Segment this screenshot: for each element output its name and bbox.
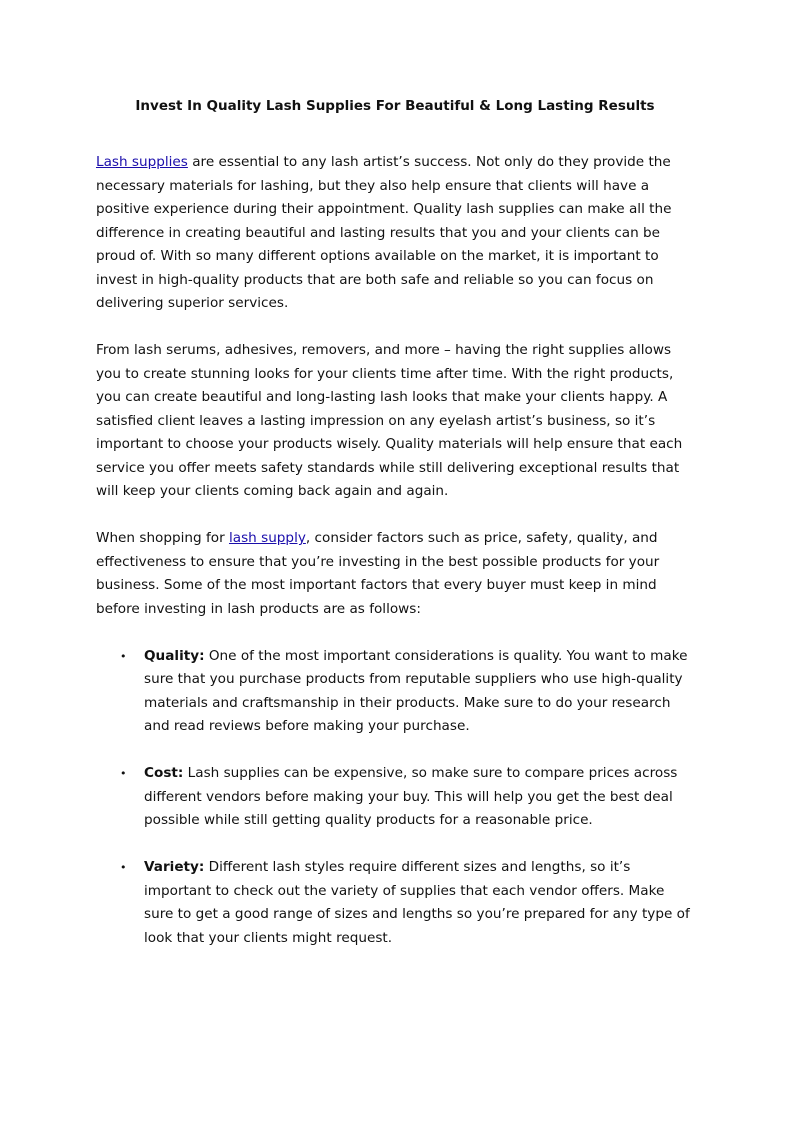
factor-term: Quality: [144, 647, 205, 664]
page-title: Invest In Quality Lash Supplies For Beautiful & Long Lasting Results [135, 98, 655, 114]
factor-term: Cost: [144, 765, 184, 781]
shopping-paragraph [96, 527, 694, 621]
shopping-paragraph-lead: When shopping for [96, 530, 229, 546]
intro-paragraph-text: are essential to any lash artist’s success. Not only do they provide the necessary materials for lashing, but they also help ensure that clients will have a positive experience during their appointment. Quality lash supplies can make all the difference in creating beautiful and lasting results that you and your clients can be proud of. With so many different options available on the market, it is important to invest in high-quality products that are both safe and reliable so you can focus on delivering superior services. [96, 154, 672, 311]
factor-text: Lash supplies can be expensive, so make sure to compare prices across different vendors before making your buy. This will help you get the best deal possible while still getting quality products for a reasonable price. [144, 765, 678, 828]
products-paragraph: From lash serums, adhesives, removers, and more – having the right supplies allows you to create stunning looks for your clients time after time. With the right products, you can create beautiful and long-lasting lash looks that make your clients happy. A satisfied client leaves a lasting impression on any eyelash artist’s business, so it’s important to choose your products wisely. Quality materials will help ensure that each service you offer meets safety standards while still delivering exceptional results that will keep your clients coming back again and again. [96, 342, 683, 499]
bullet-icon: • [120, 861, 127, 874]
list-item [96, 645, 694, 739]
bullet-icon: • [120, 649, 127, 663]
factor-term: Variety: [144, 859, 205, 875]
list-item [96, 762, 694, 833]
lash-supply-link[interactable]: lash supply [228, 530, 306, 546]
intro-paragraph [96, 151, 694, 316]
factor-text: One of the most important considerations is quality. You want to make sure that you purchase products from reputable suppliers who use high-quality materials and craftsmanship in their products. Make sure to do your research and read reviews before making your purchase. [144, 647, 688, 734]
shopping-paragraph-rest: , consider factors such as price, safety, quality, and effectiveness to ensure that you’re investing in the best possible products for your business. Some of the most important factors that every buyer must keep in mind before investing in lash products are as follows: [96, 530, 660, 617]
bullet-icon: • [120, 767, 127, 780]
factor-text: Different lash styles require different sizes and lengths, so it’s important to check out the variety of supplies that each vendor offers. Make sure to get a good range of sizes and lengths so you’re prepared for any type of look that your clients might request. [144, 859, 690, 946]
list-item [96, 856, 694, 950]
factors-list [96, 645, 694, 951]
lash-supplies-link[interactable]: Lash supplies [96, 154, 188, 170]
